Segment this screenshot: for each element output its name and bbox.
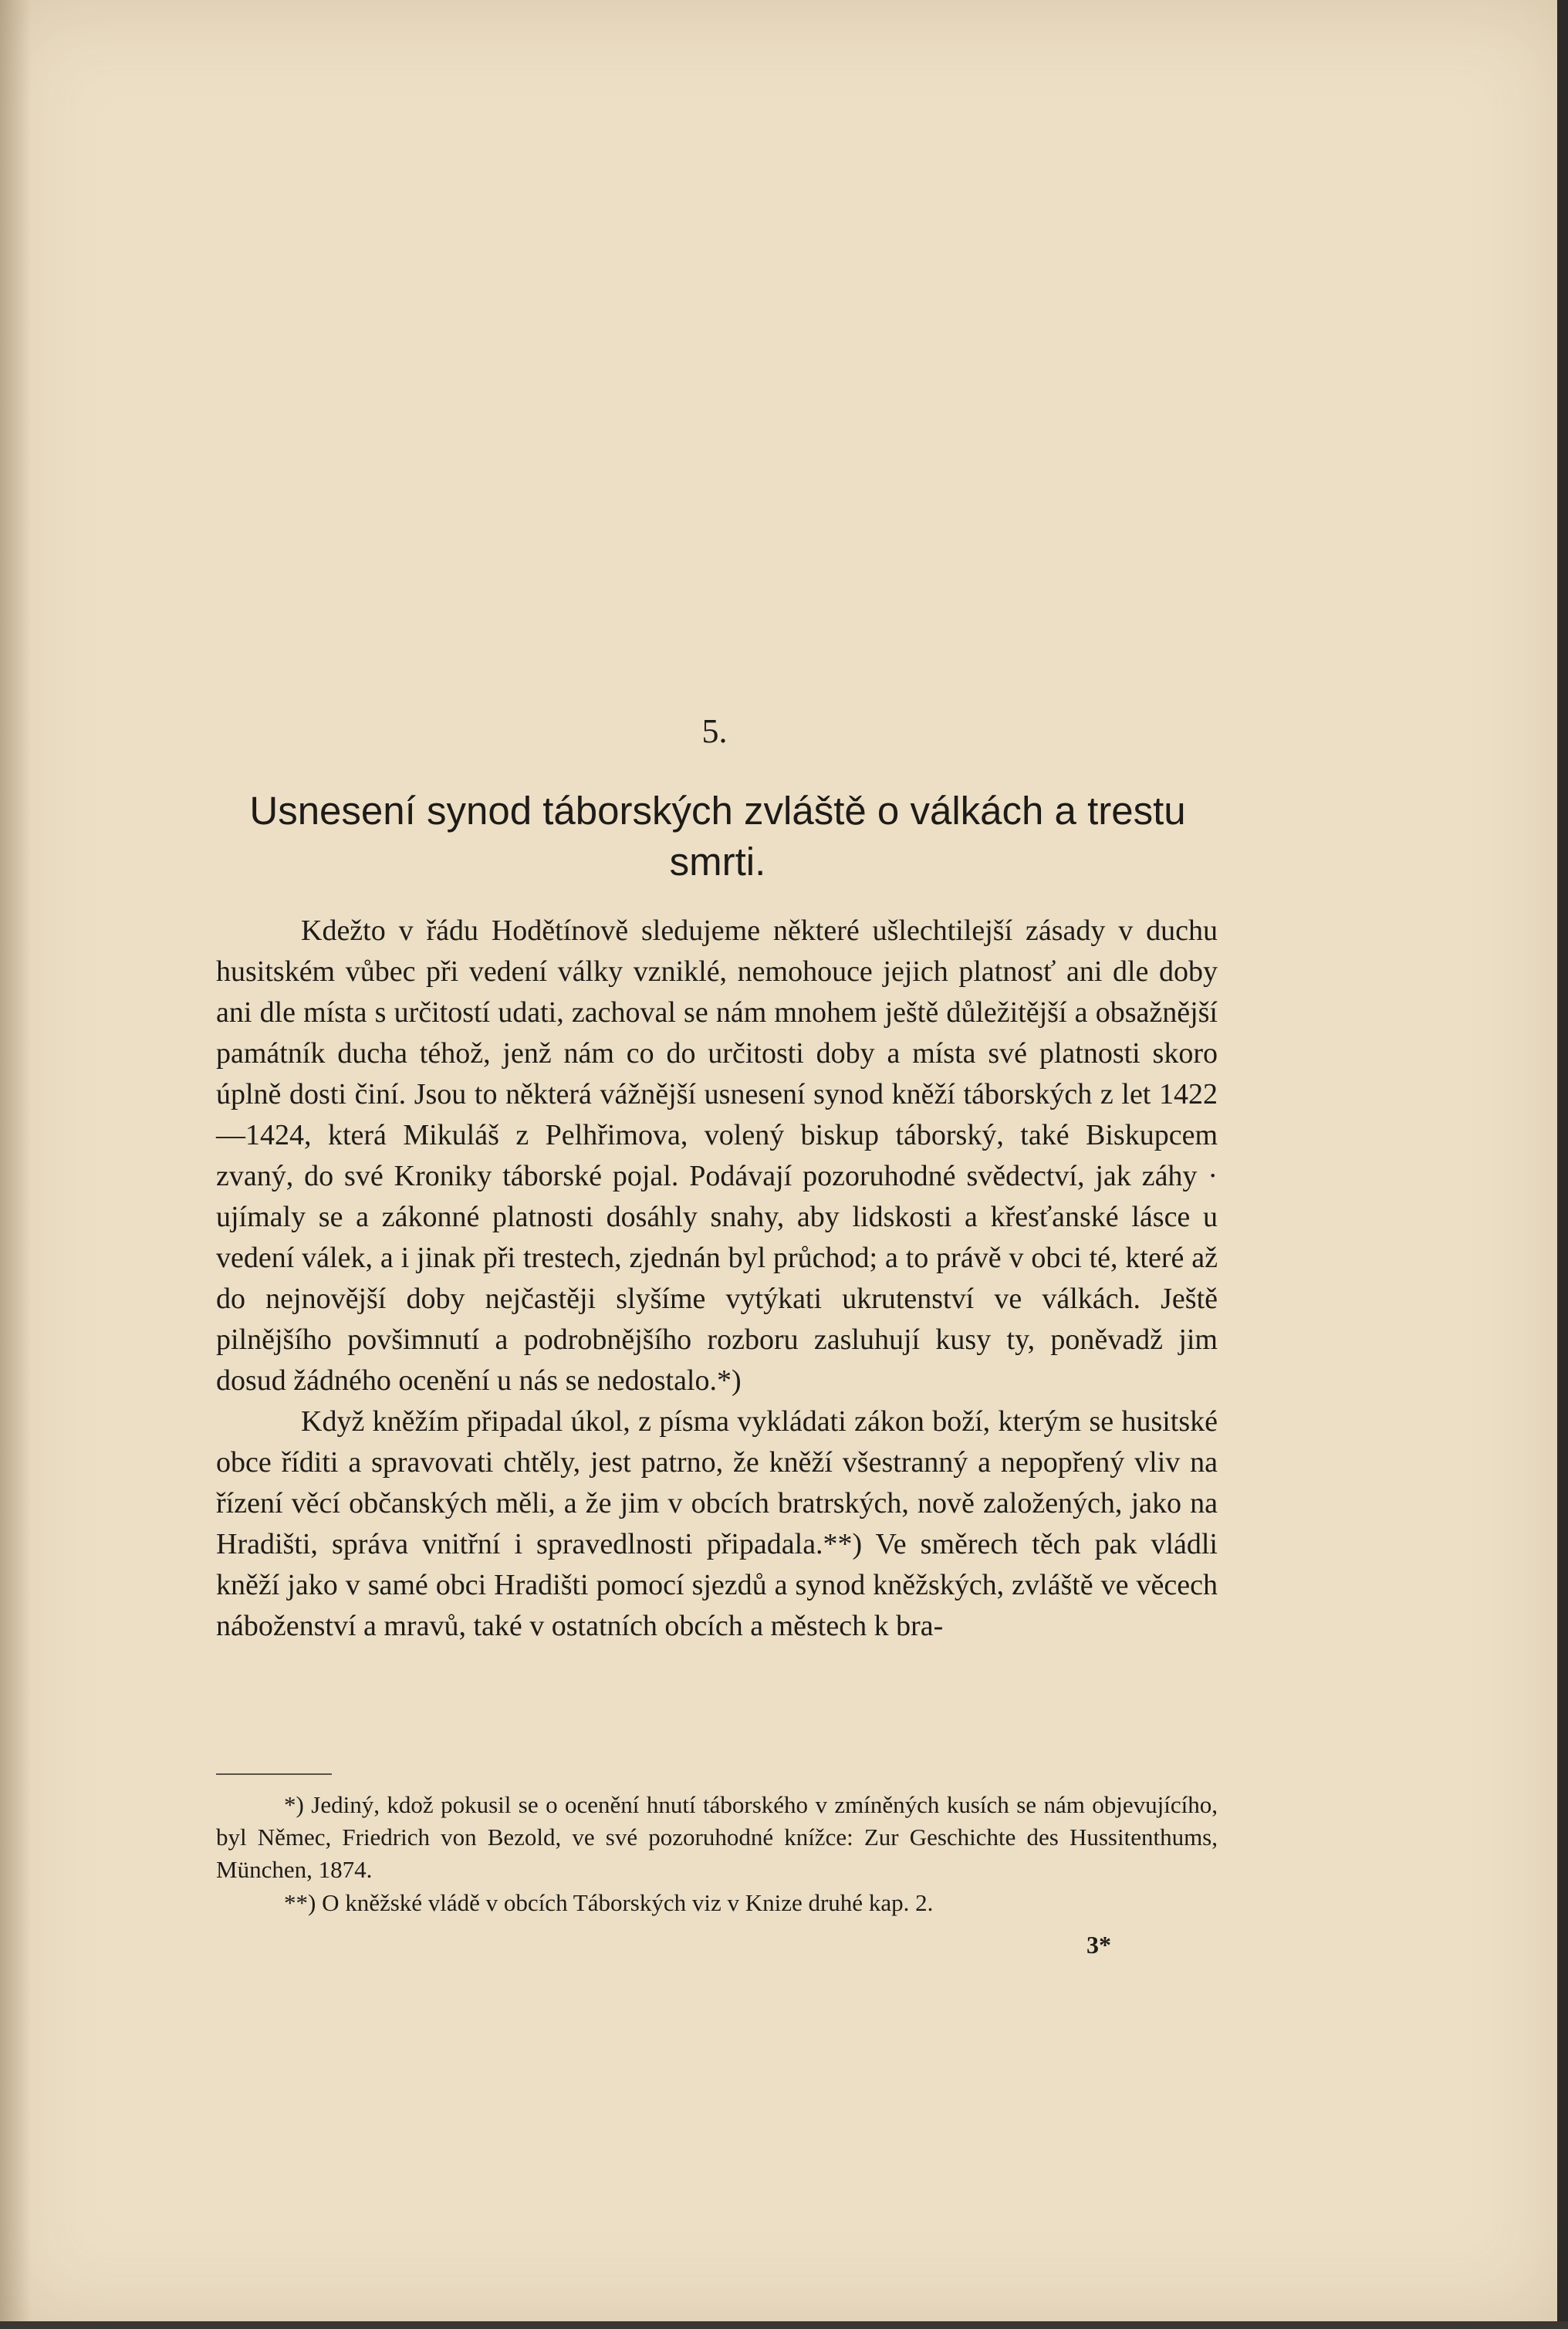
page-edge-bottom xyxy=(0,2321,1568,2329)
signature-mark: 3* xyxy=(1086,1931,1111,1959)
body-text xyxy=(216,911,1218,1647)
footnote: *) Jediný, kdož pokusil se o ocenění hnutí táborského v zmíněných kusích se nám objevujícího, byl Němec, Friedrich von Bezold, ve své pozoruhodné knížce: Zur Geschichte des Hussitenthums, München, 1874. xyxy=(216,1791,1218,1883)
paragraph: Když kněžím připadal úkol, z písma vykládati zákon boží, kterým se husitské obce říditi a spravovati chtěly, jest patrno, že kněží všestranný a nepopřený vliv na řízení věcí občanských měli, a že jim v obcích bratrských, nově založených, jako na Hradišti, správa vnitřní i spravedlnosti připadala.**) Ve směrech těch pak vládli kněží jako v samé obci Hradišti pomocí sjezdů a synod kněžských, zvláště ve věcech náboženství a mravů, také v ostatních obcích a městech k bra- xyxy=(216,1405,1218,1642)
chapter-title: Usnesení synod táborských zvláště o válkách a trestu smrti. xyxy=(249,789,1186,884)
footnote: **) O kněžské vládě v obcích Táborských viz v Knize druhé kap. 2. xyxy=(284,1889,934,1916)
chapter-number: 5. xyxy=(701,712,728,750)
page-edge-right xyxy=(1557,0,1568,2329)
paragraph: Kdežto v řádu Hodětínově sledujeme některé ušlechtilejší zásady v duchu husitském vůbec při vedení války vzniklé, nemohouce jejich platnosť ani dle doby ani dle místa s určitostí udati, zachoval se nám mnohem ještě důležitější a obsažnější památník ducha téhož, jenž nám co do určitosti doby a místa své platnosti skoro úplně dosti činí. Jsou to některá vážnější usnesení synod kněží táborských z let 1422—1424, která Mikuláš z Pelhřimova, volený biskup táborský, také Biskupcem zvaný, do své Kroniky táborské pojal. Podávají pozoruhodné svědectví, jak záhy · ujímaly se a zákonné platnosti dosáhly snahy, aby lidskosti a křesťanské lásce u vedení válek, a i jinak při trestech, zjednán byl průchod; a to právě v obci té, které až do nejnovější doby nejčastěji slyšíme vytýkati ukrutenství ve válkách. Ještě pilnějšího povšimnutí a podrobnějšího rozboru zasluhují kusy ty, poněvadž jim dosud žádného ocenění u nás se nedostalo.*) xyxy=(216,914,1218,1397)
spine-shadow xyxy=(0,0,31,2329)
footnotes xyxy=(216,1789,1218,1920)
footnote-divider xyxy=(216,1773,332,1775)
